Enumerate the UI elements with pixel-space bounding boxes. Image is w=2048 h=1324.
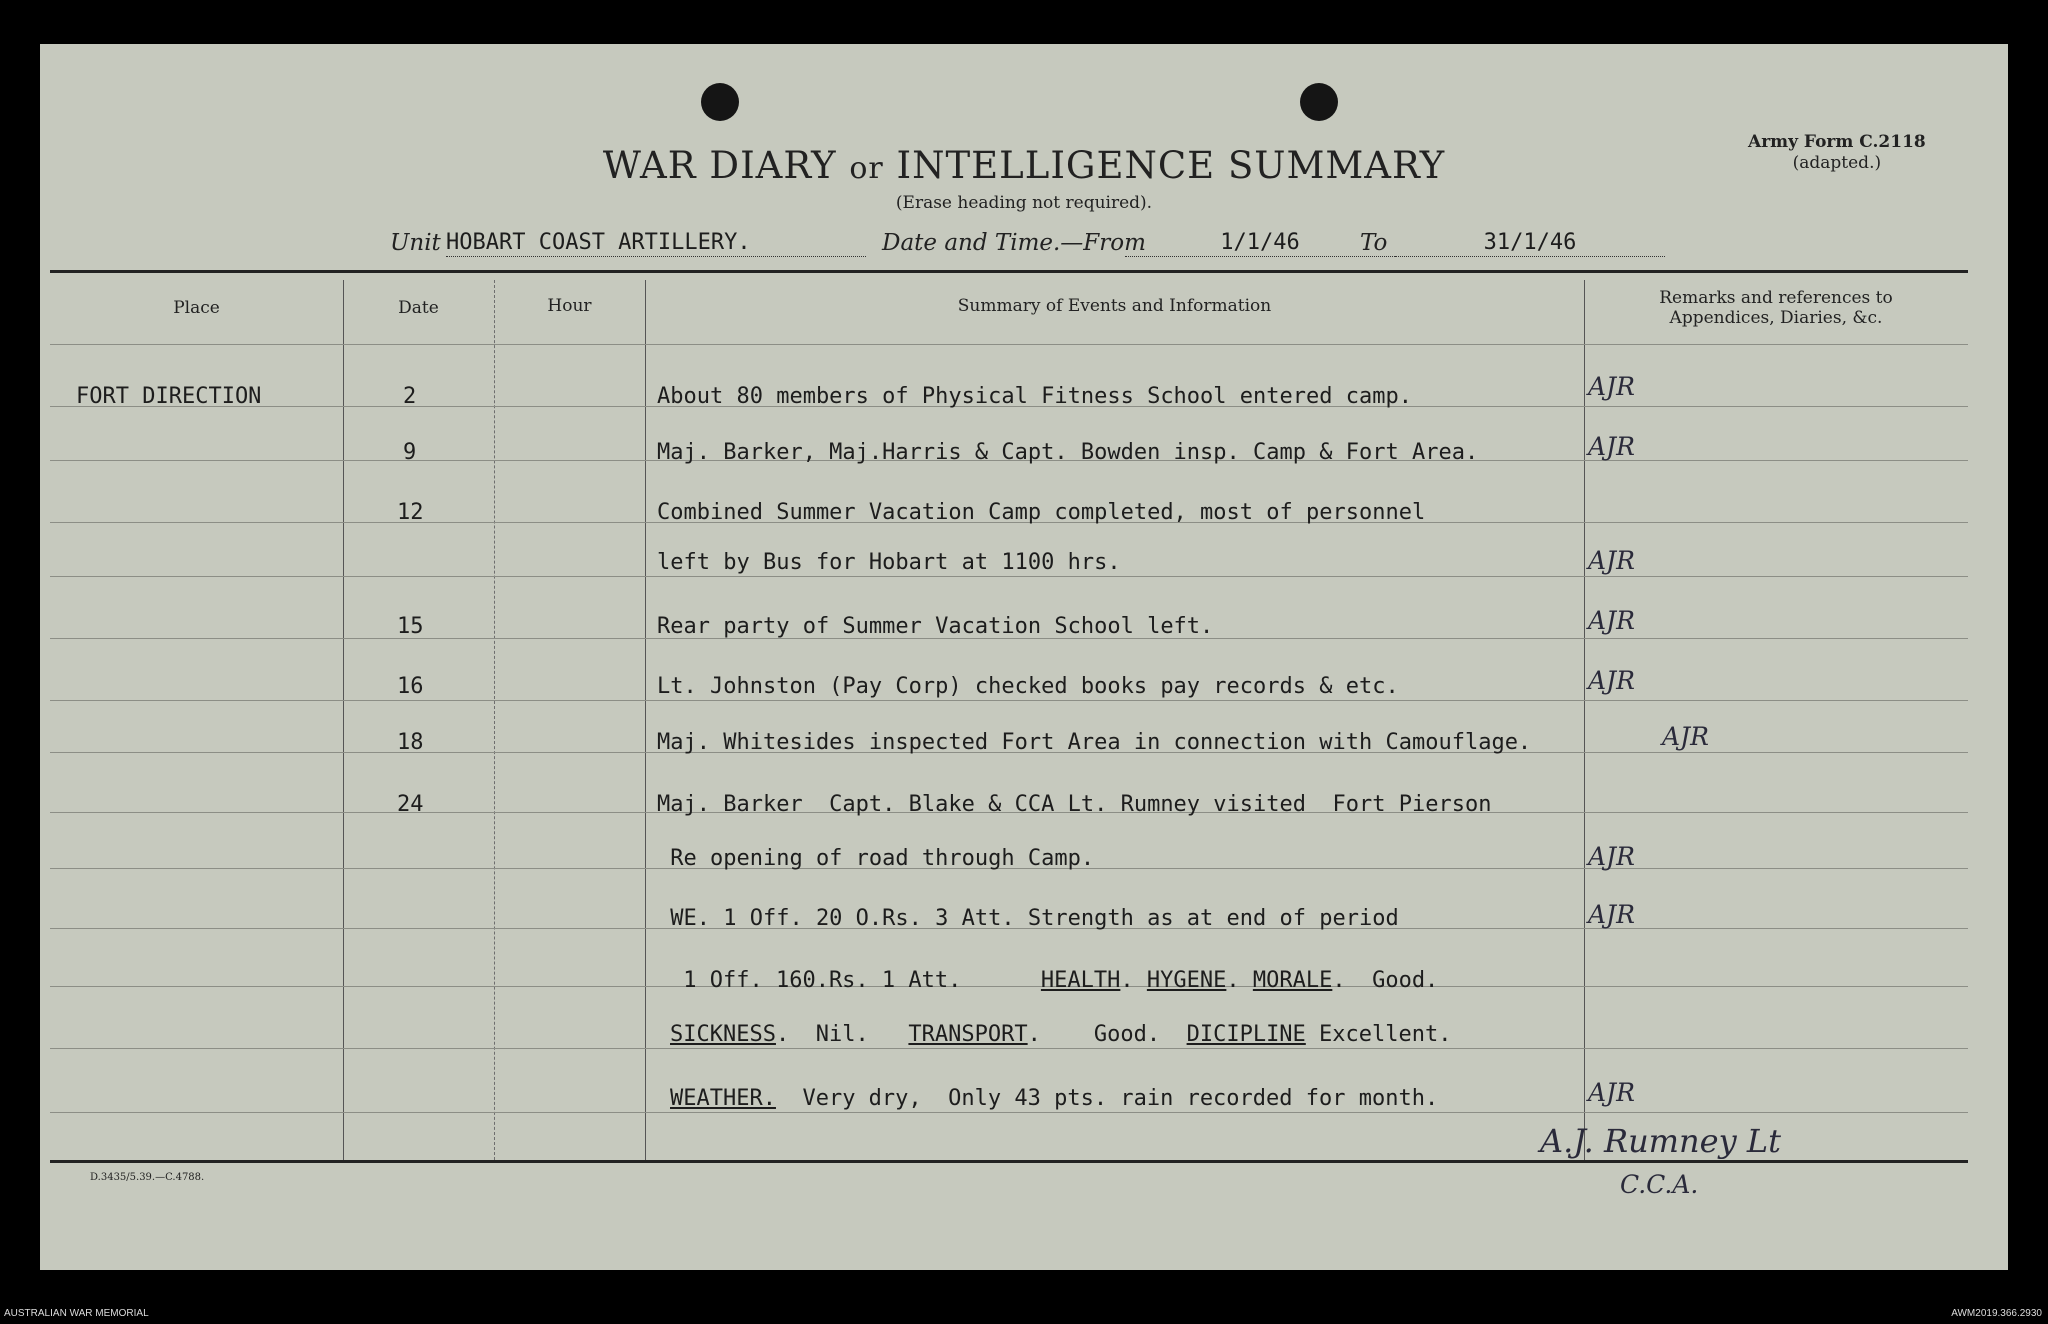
summary-cell: Lt. Johnston (Pay Corp) checked books pay records & etc. <box>657 674 1399 699</box>
health-heading: HEALTH <box>1040 968 1121 993</box>
summary-weather-line <box>670 1086 1438 1111</box>
separator: . <box>1226 968 1253 993</box>
form-title <box>40 144 2008 187</box>
date-to-value: 31/1/46 <box>1395 230 1665 257</box>
summary-cell: About 80 members of Physical Fitness School entered camp. <box>657 384 1412 409</box>
header-base-line <box>50 344 1968 345</box>
remarks-initials: AJR <box>1588 606 1635 635</box>
transport-value: . Good. <box>1027 1022 1187 1047</box>
summary-cell: Maj. Barker, Maj.Harris & Capt. Bowden insp. Camp & Fort Area. <box>657 440 1479 465</box>
summary-health-line <box>670 968 1438 993</box>
date-time-label: Date and Time.—From <box>882 230 1146 256</box>
summary-sickness-line <box>670 1022 1452 1047</box>
dicipline-heading: DICIPLINE <box>1186 1022 1306 1047</box>
footer-accession: AWM2019.366.2930 <box>1951 1308 2042 1319</box>
print-code: D.3435/5.39.—C.4788. <box>90 1172 205 1183</box>
remarks-initials: AJR <box>1588 546 1635 575</box>
date-cell: 2 <box>403 384 417 409</box>
remarks-initials: AJR <box>1588 842 1635 871</box>
signature: A.J. Rumney Lt <box>1540 1122 1781 1160</box>
footer-institution: AUSTRALIAN WAR MEMORIAL <box>4 1308 149 1319</box>
summary-cell: Re opening of road through Camp. <box>657 846 1095 871</box>
date-cell: 24 <box>397 792 424 817</box>
morale-heading: MORALE <box>1252 968 1333 993</box>
summary-cell: WE. 1 Off. 20 O.Rs. 3 Att. Strength as at end of period <box>657 906 1399 931</box>
unit-label: Unit <box>390 230 441 256</box>
column-header-summary: Summary of Events and Information <box>957 296 1272 316</box>
remarks-line-1: Remarks and references to <box>1659 288 1893 308</box>
date-cell: 16 <box>397 674 424 699</box>
unit-value: HOBART COAST ARTILLERY. <box>446 230 866 257</box>
remarks-initials: AJR <box>1588 900 1635 929</box>
date-from-value: 1/1/46 <box>1125 230 1395 257</box>
morale-value: . Good. <box>1332 968 1439 993</box>
summary-cell: left by Bus for Hobart at 1100 hrs. <box>657 550 1121 575</box>
date-cell: 18 <box>397 730 424 755</box>
separator: . <box>1120 968 1147 993</box>
dicipline-value: Excellent. <box>1305 1022 1452 1047</box>
sickness-value: . Nil. <box>775 1022 909 1047</box>
remarks-initials: AJR <box>1588 372 1635 401</box>
remarks-line-2: Appendices, Diaries, &c. <box>1669 308 1883 328</box>
remarks-initials: AJR <box>1588 1078 1635 1107</box>
column-header-date: Date <box>398 298 439 318</box>
sickness-heading: SICKNESS <box>670 1022 776 1047</box>
date-to-label: To <box>1360 230 1388 256</box>
erase-note: (Erase heading not required). <box>895 193 1153 213</box>
hygene-heading: HYGENE <box>1146 968 1227 993</box>
summary-cell: Maj. Barker Capt. Blake & CCA Lt. Rumney visited Fort Pierson <box>657 792 1492 817</box>
army-form-label <box>1748 132 1926 174</box>
column-divider-summary <box>1584 280 1585 1160</box>
strength-text: 1 Off. 160.Rs. 1 Att. <box>670 968 962 993</box>
transport-heading: TRANSPORT <box>908 1022 1028 1047</box>
summary-cell: Combined Summer Vacation Camp completed, most of personnel <box>657 500 1426 525</box>
summary-cell: Rear party of Summer Vacation School left. <box>657 614 1214 639</box>
weather-value: Very dry, Only 43 pts. rain recorded for month. <box>775 1086 1439 1111</box>
punch-hole-left <box>701 83 739 121</box>
army-form-number: Army Form C.2118 <box>1748 132 1926 152</box>
bottom-rule <box>50 1160 1968 1163</box>
date-cell: 9 <box>403 440 417 465</box>
weather-heading: WEATHER. <box>670 1086 776 1111</box>
title-or: or <box>849 151 884 186</box>
column-divider-hour <box>645 280 646 1160</box>
war-diary-sheet <box>40 44 2008 1270</box>
summary-cell: Maj. Whitesides inspected Fort Area in connection with Camouflage. <box>657 730 1532 755</box>
army-form-adapted: (adapted.) <box>1792 153 1882 173</box>
column-header-hour: Hour <box>547 296 592 316</box>
title-intelligence-summary: INTELLIGENCE SUMMARY <box>896 144 1446 187</box>
title-war-diary: WAR DIARY <box>602 144 837 187</box>
row-line <box>50 1048 1968 1049</box>
remarks-initials: AJR <box>1588 432 1635 461</box>
date-cell: 12 <box>397 500 424 525</box>
row-line <box>50 576 1968 577</box>
row-line <box>50 1112 1968 1113</box>
column-divider-date <box>494 280 495 1160</box>
signature-role: C.C.A. <box>1620 1170 1699 1199</box>
column-header-remarks <box>1584 288 1968 328</box>
column-divider-place <box>343 280 344 1160</box>
row-line <box>50 700 1968 701</box>
date-cell: 15 <box>397 614 424 639</box>
place-cell: FORT DIRECTION <box>76 384 262 409</box>
remarks-initials: AJR <box>1662 722 1709 751</box>
remarks-initials: AJR <box>1588 666 1635 695</box>
punch-hole-right <box>1300 83 1338 121</box>
header-rule <box>50 270 1968 273</box>
column-header-place: Place <box>173 298 220 318</box>
